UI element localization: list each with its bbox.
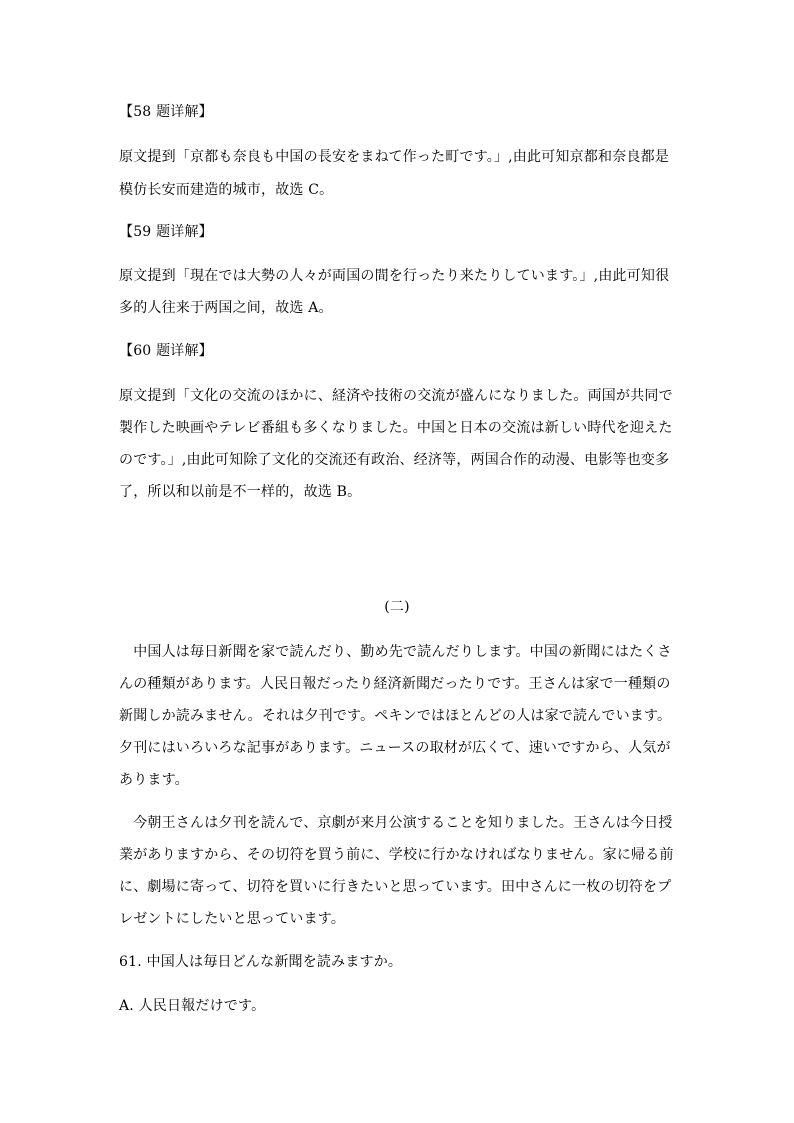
part-title: (二) bbox=[384, 599, 410, 615]
passage-p1-line-2: んの種類があります。人民日報だったり経済新聞だったりです。王さんは家で一種類の bbox=[119, 676, 671, 692]
section-58-line-2: 模仿长安而建造的城市，故选 C。 bbox=[119, 182, 334, 198]
section-59-line-2: 多的人往来于两国之间，故选 A。 bbox=[119, 300, 333, 316]
section-60-heading: 【60 题详解】 bbox=[119, 343, 213, 359]
section-60-line-1: 原文提到「文化の交流のほかに、経済や技術の交流が盛んになりました。両国が共同で bbox=[119, 388, 673, 404]
question-61-option-a: A. 人民日報だけです。 bbox=[119, 998, 266, 1014]
section-58-heading: 【58 题详解】 bbox=[119, 104, 213, 120]
passage-p1-line-1: 中国人は毎日新聞を家で読んだり、勤め先で読んだりします。中国の新聞にはたくさ bbox=[119, 644, 672, 660]
passage-p2-line-1: 今朝王さんは夕刊を読んで、京劇が来月公演することを知りました。王さんは今日授 bbox=[119, 815, 673, 831]
section-58-line-1: 原文提到「京都も奈良も中国の長安をまねて作った町です。」,由此可知京都和奈良都是 bbox=[119, 149, 669, 165]
section-59-heading: 【59 题详解】 bbox=[119, 224, 213, 240]
passage-p2-line-2: 業がありますから、その切符を買う前に、学校に行かなければなりません。家に帰る前 bbox=[119, 847, 674, 863]
passage-p1-line-3: 新聞しか読みません。それは夕刊です。ペキンではほとんどの人は家で読んでいます。 bbox=[119, 708, 672, 724]
section-60-line-2: 製作した映画やテレビ番組も多くなりました。中国と日本の交流は新しい時代を迎えた bbox=[119, 420, 673, 436]
question-61: 61. 中国人は毎日どんな新聞を読みますか。 bbox=[119, 954, 403, 970]
passage-p1-line-5: あります。 bbox=[119, 772, 189, 788]
section-60-line-3: のです。」,由此可知除了文化的交流还有政治、经济等，两国合作的动漫、电影等也变多 bbox=[119, 452, 670, 468]
section-59-line-1: 原文提到「現在では大勢の人々が両国の間を行ったり来たりしています。」,由此可知很 bbox=[119, 268, 670, 284]
passage-p2-line-4: レゼントにしたいと思っています。 bbox=[119, 911, 346, 927]
passage-p2-line-3: に、劇場に寄って、切符を買いに行きたいと思っています。田中さんに一枚の切符をプ bbox=[119, 879, 672, 895]
passage-p1-line-4: 夕刊にはいろいろな記事があります。ニュースの取材が広くて、速いですから、人気が bbox=[119, 740, 671, 756]
section-60-line-4: 了，所以和以前是不一样的，故选 B。 bbox=[119, 484, 362, 500]
